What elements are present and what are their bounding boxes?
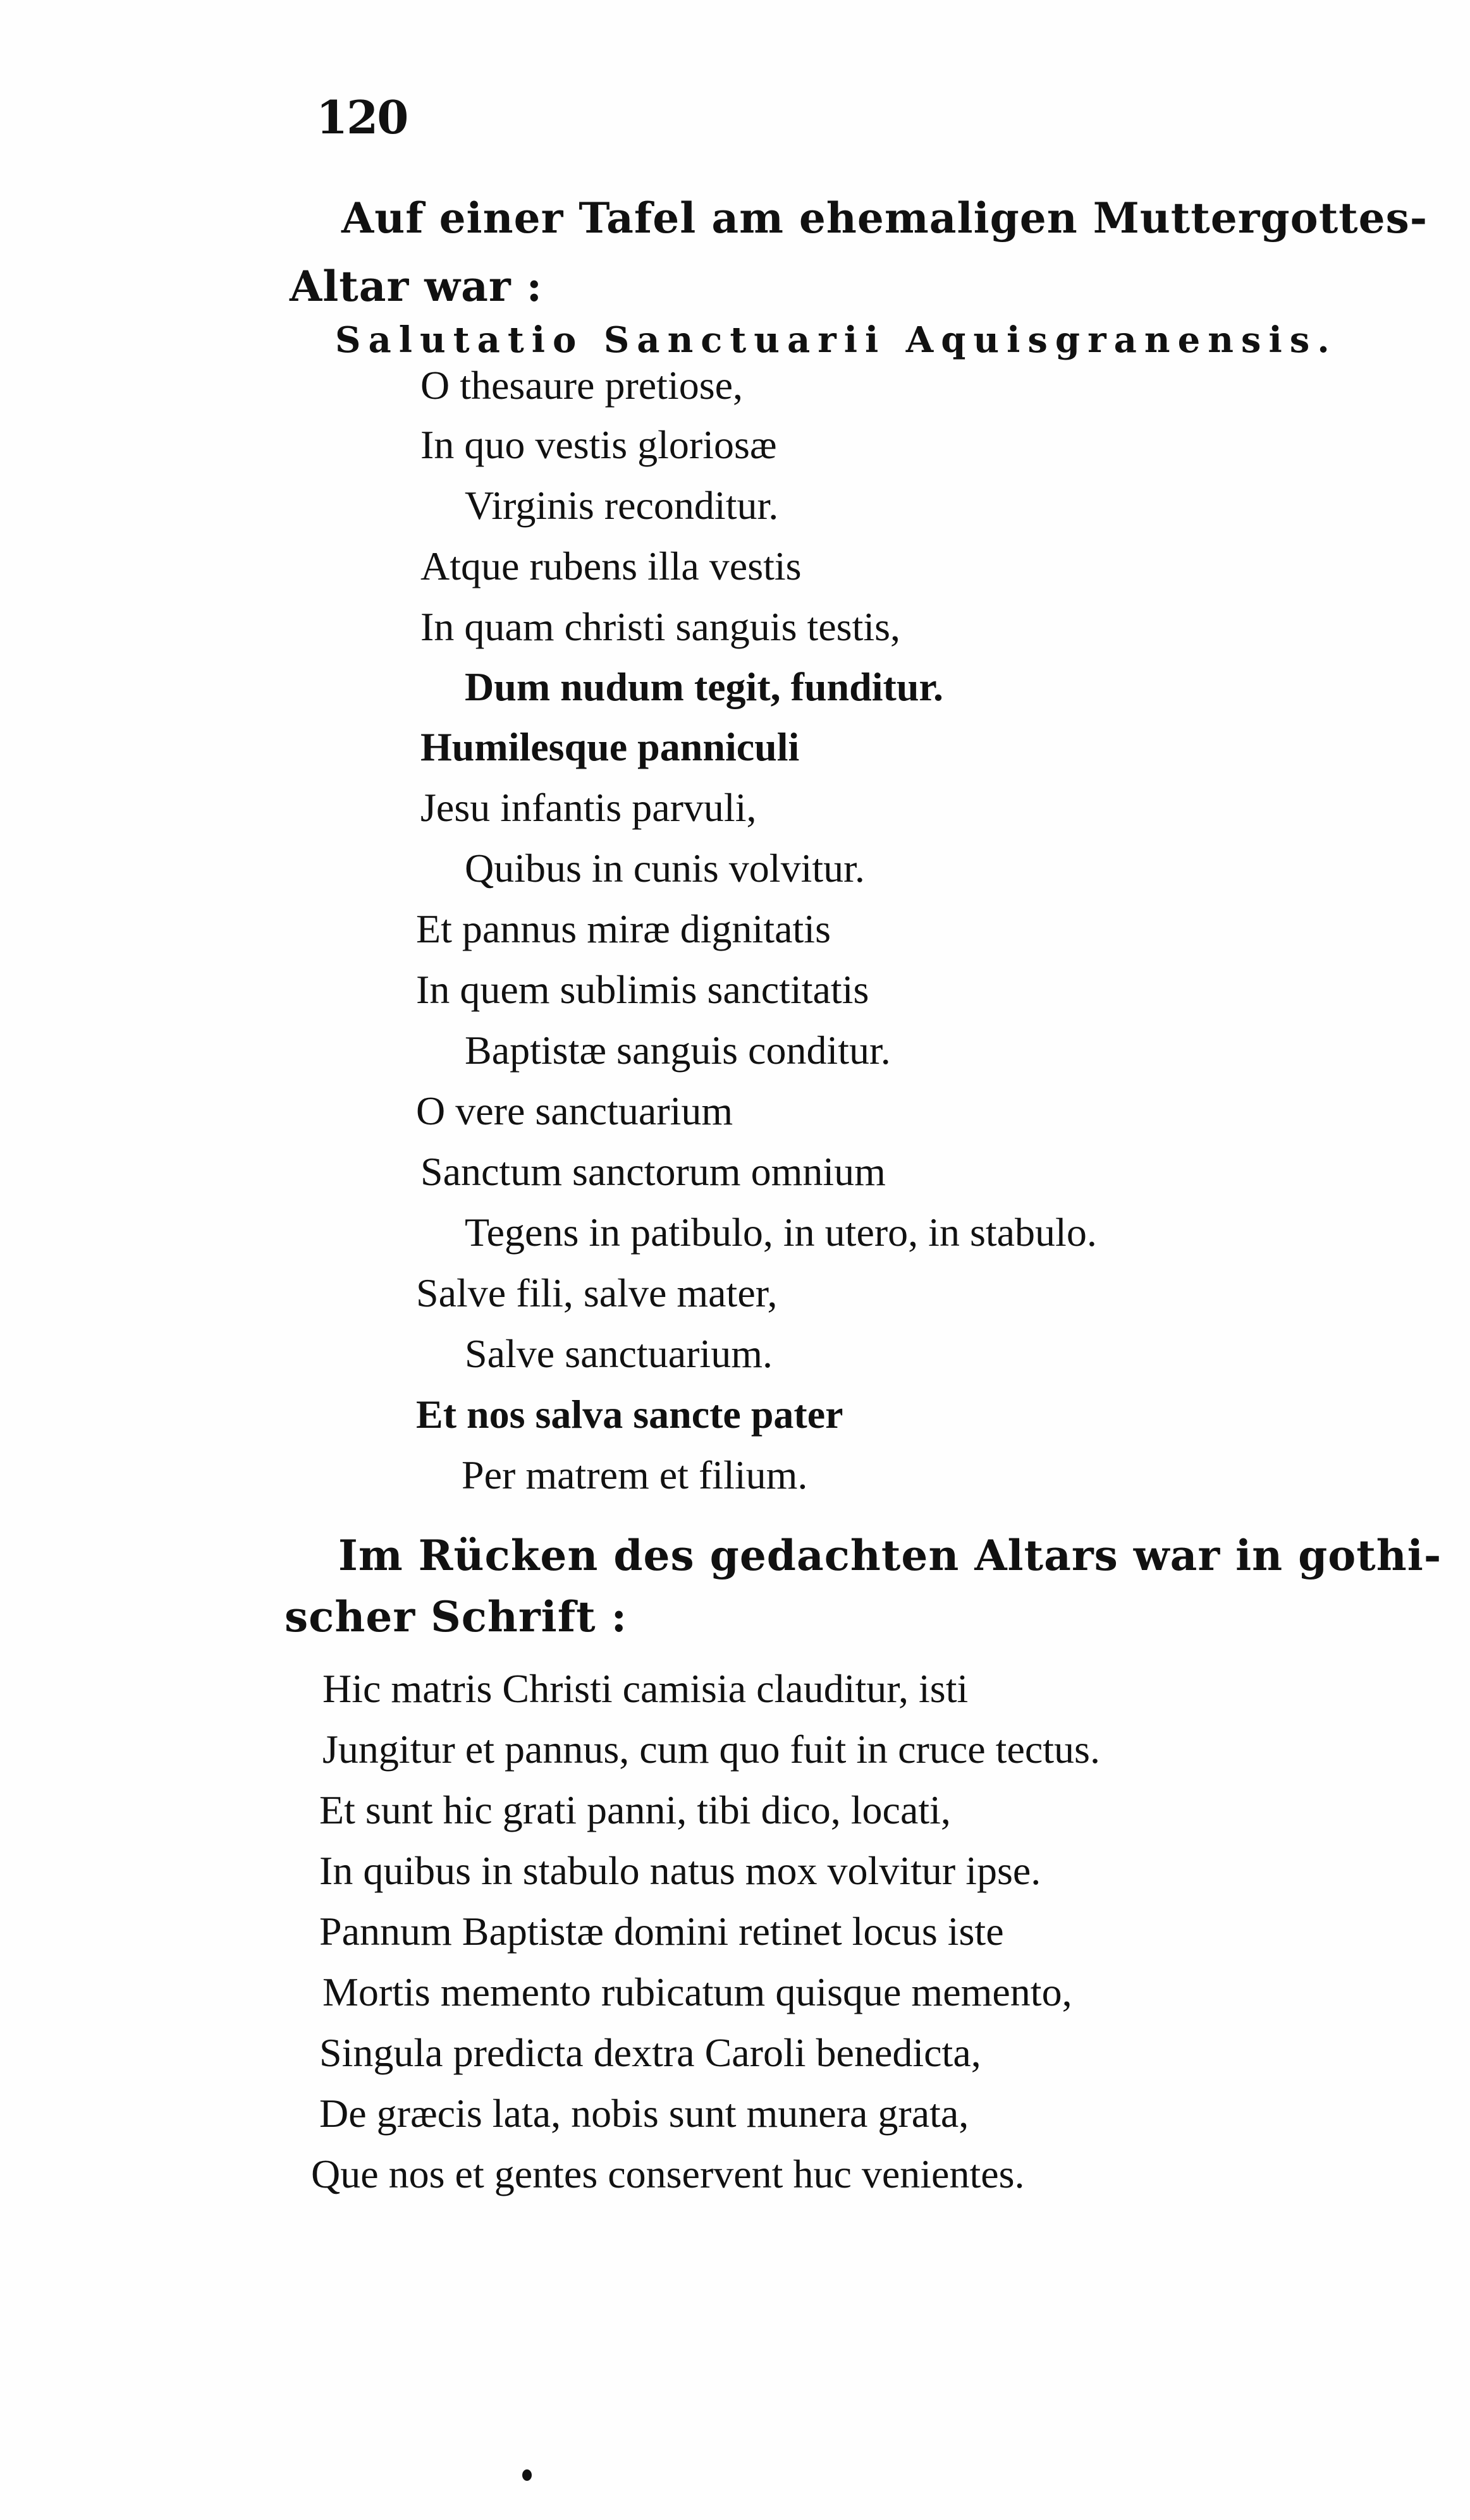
inscription-line: De græcis lata, nobis sunt munera grata, bbox=[319, 2091, 969, 2136]
poem-line: Per matrem et filium. bbox=[462, 1452, 808, 1497]
inscription-line: Singula predicta dextra Caroli benedicta, bbox=[319, 2030, 981, 2075]
poem-line: Et pannus miræ dignitatis bbox=[416, 906, 831, 951]
poem-line: Dum nudum tegit, funditur. bbox=[465, 664, 943, 709]
poem-line: Et nos salva sancte pater bbox=[416, 1392, 843, 1437]
poem-line: O thesaure pretiose, bbox=[420, 363, 744, 408]
heading-1-line-1: Auf einer Tafel am ehemaligen Muttergottes- bbox=[341, 193, 1428, 243]
inscription-line: Jungitur et pannus, cum quo fuit in cruce tectus. bbox=[322, 1727, 1100, 1772]
inscription-line: Mortis memento rubicatum quisque memento, bbox=[322, 1969, 1072, 2014]
poem-line: In quem sublimis sanctitatis bbox=[416, 967, 869, 1012]
poem-line: Sanctum sanctorum omnium bbox=[420, 1149, 886, 1194]
heading-1-line-2: Altar war : bbox=[290, 262, 542, 311]
poem-line: O vere sanctuarium bbox=[416, 1088, 733, 1133]
poem-title: Salutatio Sanctuarii Aquisgranensis. bbox=[335, 319, 1337, 361]
poem-line: Quibus in cunis volvitur. bbox=[465, 846, 865, 891]
inscription-line: Et sunt hic grati panni, tibi dico, locati, bbox=[319, 1787, 951, 1832]
poem-line: Tegens in patibulo, in utero, in stabulo. bbox=[465, 1210, 1097, 1255]
poem-line: Baptistæ sanguis conditur. bbox=[465, 1028, 891, 1073]
poem-line: Salve sanctuarium. bbox=[465, 1331, 773, 1376]
inscription-line: Hic matris Christi camisia clauditur, isti bbox=[322, 1666, 969, 1711]
inscription-line: Que nos et gentes conservent huc venientes. bbox=[311, 2152, 1025, 2196]
poem-line: Atque rubens illa vestis bbox=[420, 544, 802, 588]
poem-line: Salve fili, salve mater, bbox=[416, 1270, 778, 1315]
ink-speck bbox=[522, 2469, 532, 2481]
poem-line: Virginis reconditur. bbox=[465, 483, 779, 528]
inscription-line: Pannum Baptistæ domini retinet locus iste bbox=[319, 1909, 1004, 1954]
page-number: 120 bbox=[316, 90, 408, 144]
inscription-line: In quibus in stabulo natus mox volvitur ipse. bbox=[319, 1848, 1041, 1893]
poem-line: In quam christi sanguis testis, bbox=[420, 604, 901, 649]
poem-line: In quo vestis gloriosæ bbox=[420, 422, 777, 467]
heading-2-line-2: scher Schrift : bbox=[285, 1592, 627, 1641]
poem-line: Humilesque panniculi bbox=[420, 724, 800, 769]
poem-line: Jesu infantis parvuli, bbox=[420, 785, 757, 830]
heading-2-line-1: Im Rücken des gedachten Altars war in gothi- bbox=[338, 1531, 1442, 1580]
